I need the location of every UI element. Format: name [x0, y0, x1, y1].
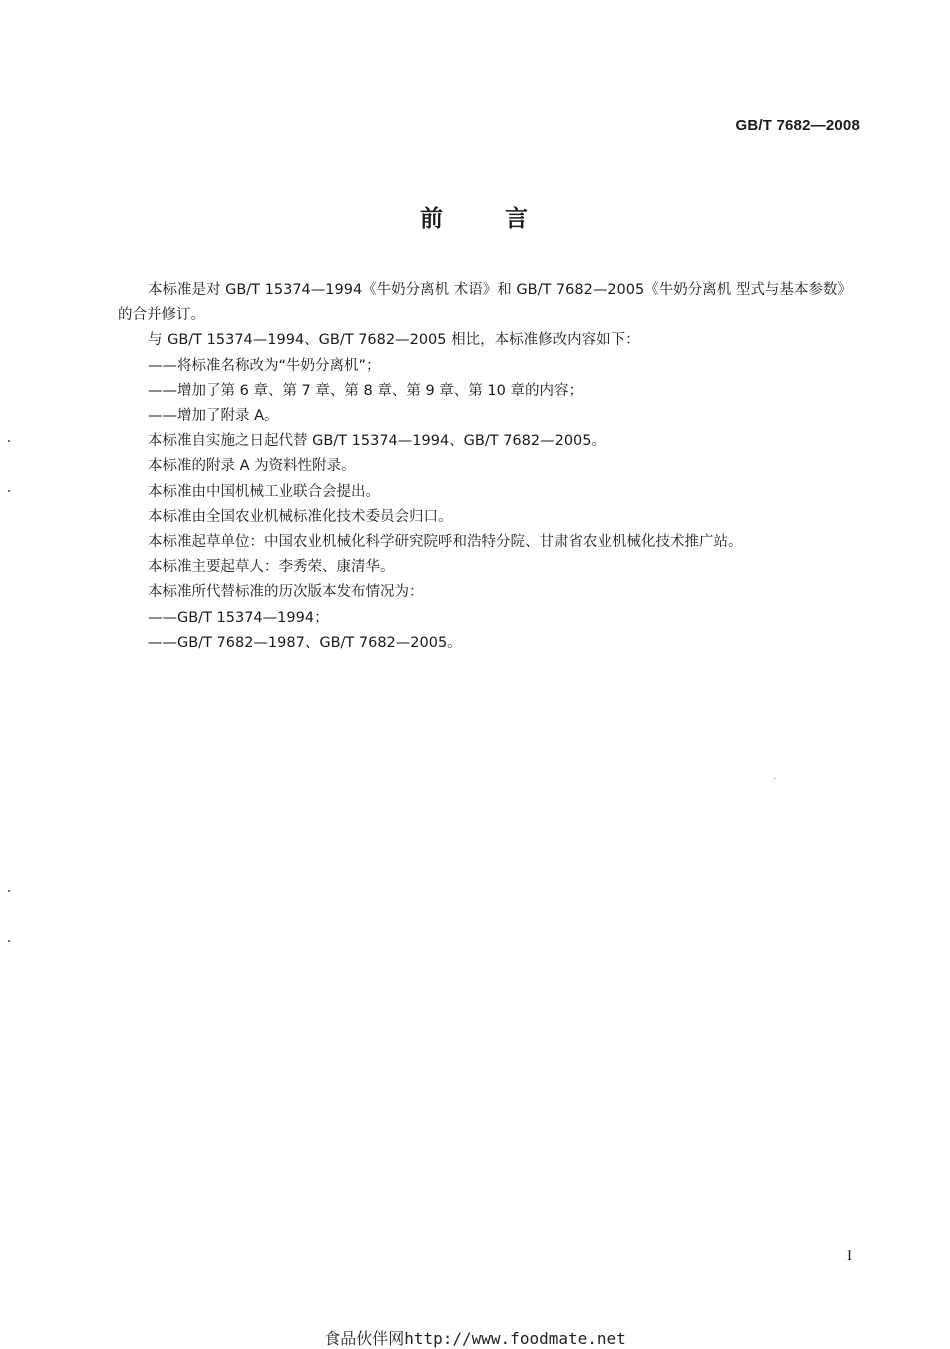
- page-title-char-1: 前: [420, 206, 445, 232]
- page-title-char-2: 言: [505, 206, 530, 232]
- paragraph-annex-info: 本标准的附录 A 为资料性附录。: [148, 458, 356, 475]
- scan-speck: [774, 778, 775, 779]
- foreword-body: [118, 278, 863, 656]
- change-item-annex: ——增加了附录 A。: [148, 408, 279, 425]
- history-item-2: ——GB/T 7682—1987、GB/T 7682—2005。: [148, 634, 462, 651]
- scan-speck: [8, 890, 10, 892]
- change-item-chapters: ——增加了第 6 章、第 7 章、第 8 章、第 9 章、第 10 章的内容；: [148, 382, 583, 399]
- paragraph-changes-intro: 与 GB/T 15374—1994、GB/T 7682—2005 相比，本标准修改内容如下：: [148, 332, 640, 349]
- paragraph-drafting-units: 本标准起草单位：中国农业机械化科学研究院呼和浩特分院、甘肃省农业机械化技术推广站。: [148, 534, 743, 551]
- watermark: 食品伙伴网http://www.foodmate.net: [324, 1329, 626, 1348]
- history-item-1: ——GB/T 15374—1994；: [148, 609, 329, 626]
- paragraph-proposed-by: 本标准由中国机械工业联合会提出。: [148, 483, 380, 500]
- page-number: I: [847, 1248, 852, 1264]
- paragraph-history-intro: 本标准所代替标准的历次版本发布情况为：: [148, 584, 424, 601]
- paragraph-centralized-by: 本标准由全国农业机械标准化技术委员会归口。: [148, 508, 453, 525]
- paragraph-replaces: 本标准自实施之日起代替 GB/T 15374—1994、GB/T 7682—2005。: [148, 433, 607, 450]
- paragraph-drafters: 本标准主要起草人：李秀荣、康清华。: [148, 559, 395, 576]
- change-item-name: ——将标准名称改为“牛奶分离机”；: [148, 357, 381, 374]
- scan-speck: [8, 440, 10, 442]
- scan-speck: [8, 490, 10, 492]
- standard-code: GB/T 7682—2008: [735, 117, 860, 134]
- scan-speck: [8, 940, 10, 942]
- page-title: [0, 200, 950, 233]
- paragraph-revision-scope: 本标准是对 GB/T 15374—1994《牛奶分离机 术语》和 GB/T 7682—2005《牛奶分离机 型式与基本参数》的合并修订。: [118, 282, 852, 324]
